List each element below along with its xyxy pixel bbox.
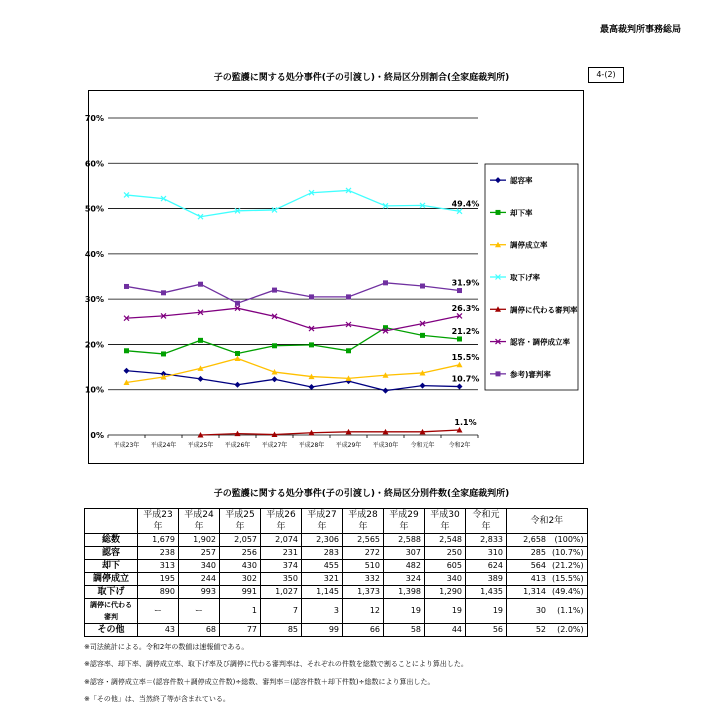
legend-label: 却下率 (510, 208, 533, 218)
data-point (420, 333, 425, 338)
table-cell: 991 (220, 586, 261, 599)
table-cell: 99 (302, 624, 343, 637)
table-cell: 605 (425, 560, 466, 573)
header-year: 平成28年 (343, 509, 384, 534)
table-cell: 2,548 (425, 534, 466, 547)
table-cell-percent: (49.4%) (549, 586, 587, 599)
table-cell: 350 (261, 573, 302, 586)
data-point (272, 376, 278, 382)
stats-table (84, 508, 588, 637)
table-cell: 2,658 (507, 534, 550, 547)
table-row (85, 534, 588, 547)
data-point (198, 338, 203, 343)
table-row (85, 560, 588, 573)
table-cell: 332 (343, 573, 384, 586)
data-point (235, 355, 241, 361)
x-tick-label: 平成24年 (150, 442, 177, 449)
table-cell: 310 (466, 547, 507, 560)
table-cell: 2,833 (466, 534, 507, 547)
page-number-box: 4-(2) (588, 67, 624, 83)
header-year: 平成29年 (384, 509, 425, 534)
row-label: 総数 (85, 534, 138, 547)
data-point (235, 351, 240, 356)
data-point (420, 383, 426, 389)
table-cell: 1 (220, 599, 261, 624)
legend-label: 取下げ率 (510, 273, 540, 282)
series-end-label: 31.9% (451, 278, 480, 288)
table-cell: 77 (220, 624, 261, 637)
y-tick-label: 50% (84, 204, 104, 214)
table-cell: 340 (179, 560, 220, 573)
data-point (496, 371, 501, 376)
table-row (85, 599, 588, 624)
row-label: 却下 (85, 560, 138, 573)
table-cell: 510 (343, 560, 384, 573)
header-year: 平成24年 (179, 509, 220, 534)
table-cell: 272 (343, 547, 384, 560)
table-cell: 564 (507, 560, 550, 573)
table-title: 子の監護に関する処分事件(子の引渡し)・終局区分別件数(全家庭裁判所) (213, 489, 510, 499)
data-point (198, 376, 204, 382)
table-cell-percent: (10.7%) (549, 547, 587, 560)
table-cell: 195 (138, 573, 179, 586)
table-cell: 1,314 (507, 586, 550, 599)
x-tick-label: 平成23年 (113, 442, 140, 449)
note-rate-method: ※認容率、却下率、調停成立率、取下げ率及び調停に代わる審判率は、それぞれの件数を総数で割ることにより算出した。 (84, 660, 468, 668)
data-point (457, 362, 463, 368)
data-point (309, 294, 314, 299)
data-point (346, 294, 351, 299)
legend-label: 調停成立率 (510, 240, 548, 250)
series-end-label: 26.3% (451, 303, 480, 313)
table-cell: 2,074 (261, 534, 302, 547)
table-row (85, 586, 588, 599)
table-cell: 3 (302, 599, 343, 624)
table-cell: 340 (425, 573, 466, 586)
data-point (235, 301, 240, 306)
table-cell-percent: (1.1%) (549, 599, 587, 624)
table-row (85, 573, 588, 586)
data-point (420, 284, 425, 289)
header-blank (85, 509, 138, 534)
table-cell: 1,290 (425, 586, 466, 599)
x-tick-label: 平成25年 (187, 442, 214, 449)
table-cell: 321 (302, 573, 343, 586)
table-header-row (85, 509, 588, 534)
x-tick-label: 平成30年 (372, 442, 399, 449)
series-end-label: 49.4% (451, 199, 480, 209)
header-year: 平成23年 (138, 509, 179, 534)
y-tick-label: 60% (84, 159, 104, 169)
line-chart (84, 90, 584, 464)
table-cell: ー (138, 599, 179, 624)
header-year: 令和元年 (466, 509, 507, 534)
table-cell: 413 (507, 573, 550, 586)
series-end-label: 21.2% (451, 326, 480, 336)
x-tick-label: 平成26年 (224, 442, 251, 449)
table-cell: 250 (425, 547, 466, 560)
data-point (457, 336, 462, 341)
data-point (346, 348, 351, 353)
table-cell: 44 (425, 624, 466, 637)
table-cell: 374 (261, 560, 302, 573)
note-other: ※「その他」は、当然終了等が含まれている。 (84, 695, 230, 703)
y-tick-label: 20% (84, 340, 104, 350)
y-tick-label: 70% (84, 114, 104, 123)
series-line (127, 308, 460, 331)
table-cell: 1,435 (466, 586, 507, 599)
data-point (309, 384, 315, 390)
table-cell: 43 (138, 624, 179, 637)
chart-title: 子の監護に関する処分事件(子の引渡し)・終局区分別割合(全家庭裁判所) (213, 73, 510, 83)
data-point (124, 348, 129, 353)
y-tick-label: 40% (84, 249, 104, 259)
header-year: 令和2年 (507, 509, 588, 534)
row-label: 調停に代わる審判 (85, 599, 138, 624)
x-tick-label: 平成28年 (298, 442, 325, 449)
table-cell: 1,902 (179, 534, 220, 547)
table-cell: 7 (261, 599, 302, 624)
table-cell: 389 (466, 573, 507, 586)
header-year: 平成30年 (425, 509, 466, 534)
table-cell: 85 (261, 624, 302, 637)
y-tick-label: 0% (90, 431, 104, 440)
y-tick-label: 30% (84, 295, 104, 305)
table-cell: 1,373 (343, 586, 384, 599)
table-cell: 430 (220, 560, 261, 573)
data-point (124, 368, 130, 374)
data-point (457, 384, 463, 390)
table-cell: ー (179, 599, 220, 624)
data-point (309, 342, 314, 347)
row-label: その他 (85, 624, 138, 637)
x-tick-label: 平成29年 (335, 442, 362, 449)
table-cell-percent: (15.5%) (549, 573, 587, 586)
x-tick-label: 令和2年 (448, 442, 471, 449)
table-cell: 68 (179, 624, 220, 637)
legend-label: 調停に代わる審判率 (510, 305, 578, 315)
table-cell: 256 (220, 547, 261, 560)
data-point (457, 288, 462, 293)
table-cell: 30 (507, 599, 550, 624)
x-tick-label: 平成27年 (261, 442, 288, 449)
table-cell: 624 (466, 560, 507, 573)
data-point (124, 284, 129, 289)
data-point (383, 280, 388, 285)
data-point (272, 288, 277, 293)
table-cell: 19 (384, 599, 425, 624)
table-cell: 285 (507, 547, 550, 560)
table-cell: 307 (384, 547, 425, 560)
series-line (127, 328, 460, 354)
table-cell: 1,679 (138, 534, 179, 547)
row-label: 調停成立 (85, 573, 138, 586)
legend-label: 認容・調停成立率 (510, 337, 570, 347)
table-cell: 56 (466, 624, 507, 637)
data-point (161, 351, 166, 356)
table-cell: 1,145 (302, 586, 343, 599)
note-source: ※司法統計による。令和2年の数値は速報値である。 (84, 643, 249, 651)
table-cell: 66 (343, 624, 384, 637)
table-row (85, 547, 588, 560)
table-cell: 2,588 (384, 534, 425, 547)
row-label: 取下げ (85, 586, 138, 599)
table-cell: 58 (384, 624, 425, 637)
header-year: 平成25年 (220, 509, 261, 534)
table-cell: 257 (179, 547, 220, 560)
data-point (272, 343, 277, 348)
table-cell: 482 (384, 560, 425, 573)
table-cell-percent: (21.2%) (549, 560, 587, 573)
table-cell: 2,565 (343, 534, 384, 547)
series-end-label: 15.5% (451, 352, 480, 362)
table-cell: 52 (507, 624, 550, 637)
table-cell: 19 (425, 599, 466, 624)
legend-label: 認容率 (510, 176, 533, 186)
data-point (198, 282, 203, 287)
table-cell: 2,306 (302, 534, 343, 547)
table-cell: 231 (261, 547, 302, 560)
y-tick-label: 10% (84, 385, 104, 395)
series-line (127, 283, 460, 303)
table-cell: 993 (179, 586, 220, 599)
series-line (127, 358, 460, 382)
row-label: 認容 (85, 547, 138, 560)
table-cell: 890 (138, 586, 179, 599)
table-cell: 1,398 (384, 586, 425, 599)
data-point (383, 388, 389, 394)
x-tick-label: 令和元年 (410, 442, 435, 449)
series-line (127, 190, 460, 216)
data-point (235, 382, 241, 388)
header-year: 平成27年 (302, 509, 343, 534)
header-year: 平成26年 (261, 509, 302, 534)
table-cell-percent: (100%) (549, 534, 587, 547)
table-cell: 12 (343, 599, 384, 624)
organization-name: 最高裁判所事務総局 (600, 25, 682, 35)
table-row (85, 624, 588, 637)
table-cell-percent: (2.0%) (549, 624, 587, 637)
data-point (161, 290, 166, 295)
series-end-label: 10.7% (451, 374, 480, 384)
table-cell: 2,057 (220, 534, 261, 547)
table-cell: 324 (384, 573, 425, 586)
table-cell: 455 (302, 560, 343, 573)
legend-label: 参考)審判率 (510, 369, 551, 379)
data-point (496, 210, 501, 215)
table-cell: 1,027 (261, 586, 302, 599)
table-cell: 313 (138, 560, 179, 573)
table-cell: 19 (466, 599, 507, 624)
table-cell: 302 (220, 573, 261, 586)
table-cell: 283 (302, 547, 343, 560)
table-cell: 244 (179, 573, 220, 586)
table-cell: 238 (138, 547, 179, 560)
series-end-label: 1.1% (454, 418, 477, 428)
note-combined-rate: ※認容・調停成立率＝(認容件数＋調停成立件数)÷総数、審判率＝(認容件数＋却下件数)÷総数により算出した。 (84, 678, 435, 686)
